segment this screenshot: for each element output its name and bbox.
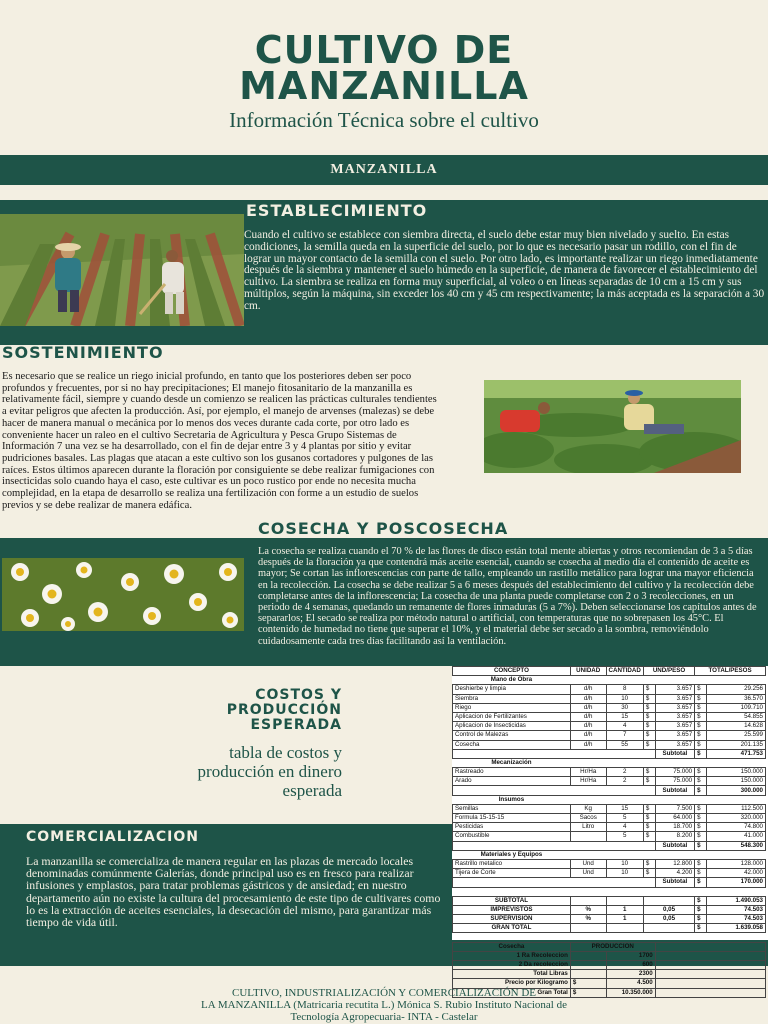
establecimiento-text: Cuando el cultivo se establece con siembra directa, el suelo debe estar muy bien nivelado y suelto. En estas condiciones, la semilla queda en la superficie del suelo, por lo que es necesario pasar un rodillo, con el fin de lograr un mayor contacto de la semilla con el suelo. Por otro lado, es importante realizar un riego inmediatamente después de la siembra y mantener el suelo húmedo en la superficie, de manera de favorecer el establecimiento del cultivo. La siembra se realiza en forma muy superficial, al voleo o en líneas separadas de 10 cm a 15 cm y sus múltiplos, según la máquina, sin exceder los 40 cm y 45 cm respectivamente; la más aceptada es la separación a 30 cm. [244, 229, 765, 312]
table-cell: UNIDAD [570, 667, 606, 676]
table-cell: 5 [606, 832, 643, 841]
table-cell [570, 758, 765, 767]
costos-heading [150, 688, 342, 733]
table-cell: 4.500 [606, 979, 655, 988]
table-row [453, 859, 766, 868]
table-row [453, 722, 766, 731]
table-cell [570, 951, 606, 960]
table-cell: $ [695, 777, 707, 786]
table-cell [570, 850, 765, 859]
table-cell [570, 924, 606, 933]
table-cell: d/h [570, 685, 606, 694]
table-cell: 128.000 [707, 859, 766, 868]
table-cell: 300.000 [707, 786, 766, 795]
cosecha-heading: COSECHA Y POSCOSECHA [258, 519, 509, 538]
comercializacion-text: La manzanilla se comercializa de manera regular en las plazas de mercado locales denominadas comúnmente Galerías, donde principal uso es en fresco para realizar infusiones y emplastos, para tratar problemas gástricos y de ansiedad; en nuestro departamento aún no existe la cultura del procesamiento de este tipo de cultivares como lo es la extracción de aceites esenciales, la desecación del mismo, para garantizar más tiempo de vida útil. [26, 854, 441, 930]
table-cell: 1 [606, 905, 643, 914]
footer-citation [0, 987, 768, 1023]
table-cell: 74.503 [707, 915, 766, 924]
table-cell [655, 942, 765, 951]
table-cell: Siembra [453, 694, 571, 703]
table-cell: $ [643, 777, 655, 786]
table-cell: 8 [606, 685, 643, 694]
table-cell: 15 [606, 804, 643, 813]
table-cell: 150.000 [707, 777, 766, 786]
table-cell: 3.657 [655, 731, 694, 740]
chamomile-flowers-photo [2, 558, 244, 631]
workers-crop-photo [484, 380, 741, 473]
table-cell: 18.700 [655, 823, 694, 832]
costos-heading-line-3: ESPERADA [250, 717, 342, 733]
table-cell: 0,05 [643, 915, 694, 924]
costos-desc-line-3: esperada [282, 781, 342, 800]
table-cell: $ [695, 712, 707, 721]
table-cell: 4 [606, 823, 643, 832]
table-cell: $ [695, 878, 707, 887]
table-cell: d/h [570, 722, 606, 731]
table-cell: 4.200 [655, 869, 694, 878]
table-row [453, 694, 766, 703]
table-cell: 10 [606, 859, 643, 868]
table-cell: $ [643, 814, 655, 823]
table-cell: Semillas [453, 804, 571, 813]
table-cell: 109.710 [707, 703, 766, 712]
table-cell: 75.000 [655, 777, 694, 786]
table-cell [570, 970, 606, 979]
table-cell: CANTIDAD [606, 667, 643, 676]
table-cell: Kg [570, 804, 606, 813]
table-cell: 55 [606, 740, 643, 749]
table-cell: Cosecha [453, 942, 571, 951]
table-row [453, 823, 766, 832]
production-row [453, 961, 766, 970]
table-cell: 75.000 [655, 768, 694, 777]
table-cell: $ [695, 804, 707, 813]
table-cell: 42.000 [707, 869, 766, 878]
table-cell: 64.000 [655, 814, 694, 823]
table-cell: % [570, 905, 606, 914]
table-cell: 3.657 [655, 694, 694, 703]
table-cell: Und [570, 869, 606, 878]
table-total-row [453, 924, 766, 933]
production-row [453, 970, 766, 979]
table-cell: 41.000 [707, 832, 766, 841]
table-cell [453, 749, 656, 758]
table-row [453, 740, 766, 749]
table-cell: Sacos [570, 814, 606, 823]
table-cell: $ [643, 832, 655, 841]
table-row [453, 712, 766, 721]
table-cell [606, 896, 643, 905]
costos-description [60, 743, 342, 800]
table-cell: Insumos [498, 795, 525, 803]
table-cell [570, 676, 765, 685]
table-cell: Rastrillo metalico [453, 859, 571, 868]
table-cell: 112.500 [707, 804, 766, 813]
table-subtotal-row [453, 749, 766, 758]
table-cell: CONCEPTO [453, 667, 571, 676]
table-cell: $ [643, 823, 655, 832]
table-cell: SUPERVISION [453, 915, 571, 924]
table-cell: Total Libras [453, 970, 571, 979]
table-cell: $ [570, 988, 606, 997]
table-cell: $ [643, 740, 655, 749]
table-section-row [453, 850, 766, 859]
table-cell: $ [643, 731, 655, 740]
table-cell: 3.657 [655, 740, 694, 749]
table-subtotal-row [453, 786, 766, 795]
table-cell: $ [695, 768, 707, 777]
table-cell: 1 [606, 915, 643, 924]
table-cell: d/h [570, 703, 606, 712]
table-cell: 2 [606, 768, 643, 777]
table-cell: Hr/Ha [570, 768, 606, 777]
table-cell: Rastreado [453, 768, 571, 777]
table-cell: 2300 [606, 970, 655, 979]
table-cell: 74.503 [707, 905, 766, 914]
sostenimiento-text: Es necesario que se realice un riego inicial profundo, en tanto que los posteriores deben ser poco profundos y frecuentes, por si no hay precipitaciones; El manejo fitosanitario de la manzanilla es relativamente fácil, siempre y cuando desde un comienzo se realicen las prácticas culturales tendientes a evitar peligros que afecten la producción. Así, por ejemplo, el manejo de arvenses (malezas) se debe hacer de manera manual o mecánica por lo menos dos veces durante cada corte, por otro lado es conveniente hacer un raleo en el cultivo Secretaria de Agricultura y Pesca Grupo Sistemas de Información 7 una vez se ha desarrollado, con el fin de dejar entre 3 y 4 plantas por sitio y evitar pudriciones basales. Las plagas que atacan a este cultivo son los gusanos cortadores y pulgones de las raíces. Estos últimos aparecen durante la floración por consiguiente se debe realizar fumigaciones con insecticidas solo cuando haya el caso, este cultivar es un poco rustico por ende no necesita mucha complejidad, en la etapa de desarrollo se realiza una fertilización con forme a un estudio de suelos previos y se debe realizar de manera edáfica. [2, 371, 437, 511]
table-cell: d/h [570, 712, 606, 721]
table-cell: $ [695, 896, 707, 905]
table-cell: $ [695, 740, 707, 749]
table-row [453, 869, 766, 878]
farmers-field-photo [0, 214, 244, 326]
footer-line-2: LA MANZANILLA (Matricaria recutita L.) Mónica S. Rubio Instituto Nacional de [201, 999, 567, 1011]
table-cell: $ [695, 814, 707, 823]
table-header-row [453, 667, 766, 676]
table-cell: 4 [606, 722, 643, 731]
table-cell: $ [695, 703, 707, 712]
table-cell [643, 924, 694, 933]
table-cell: UND/PESO [643, 667, 694, 676]
table-cell: Tijera de Corte [453, 869, 571, 878]
table-cell: $ [643, 694, 655, 703]
table-cell [570, 795, 765, 804]
table-cell: 3.657 [655, 712, 694, 721]
title-line-1: CULTIVO DE [254, 28, 514, 72]
table-cell: 0,05 [643, 905, 694, 914]
cost-table-panel [452, 666, 768, 996]
table-cell: Subtotal [655, 749, 694, 758]
table-cell [570, 896, 606, 905]
cost-table [452, 666, 766, 998]
table-cell: 3.657 [655, 722, 694, 731]
table-row [453, 777, 766, 786]
table-cell: 201.135 [707, 740, 766, 749]
table-cell: $ [695, 915, 707, 924]
table-subtotal-row [453, 878, 766, 887]
table-cell [453, 878, 656, 887]
table-cell: $ [695, 841, 707, 850]
table-cell: Aplicacion de Insecticidas [453, 722, 571, 731]
table-blank-row [453, 933, 766, 942]
table-cell: $ [695, 786, 707, 795]
table-cell: Und [570, 859, 606, 868]
table-cell: 10 [606, 694, 643, 703]
table-cell: d/h [570, 740, 606, 749]
table-row [453, 832, 766, 841]
table-cell: $ [695, 722, 707, 731]
table-cell: 170.000 [707, 878, 766, 887]
table-cell: $ [695, 694, 707, 703]
section-bar: MANZANILLA [0, 155, 768, 185]
table-cell: Subtotal [655, 878, 694, 887]
table-cell: $ [643, 804, 655, 813]
table-cell: 7.500 [655, 804, 694, 813]
table-cell: 600 [606, 961, 655, 970]
costos-heading-line-2: PRODUCCIÓN [226, 702, 342, 718]
table-section-row [453, 676, 766, 685]
table-cell: Riego [453, 703, 571, 712]
table-cell: 548.300 [707, 841, 766, 850]
table-cell: $ [643, 685, 655, 694]
table-cell: 3.657 [655, 685, 694, 694]
table-cell: Litro [570, 823, 606, 832]
table-cell [655, 970, 765, 979]
table-cell: 30 [606, 703, 643, 712]
table-cell: $ [695, 685, 707, 694]
table-cell: % [570, 915, 606, 924]
table-cell: 15 [606, 712, 643, 721]
costos-desc-line-2: producción en dinero [197, 762, 342, 781]
table-cell: PRODUCCION [570, 942, 655, 951]
table-cell: 150.000 [707, 768, 766, 777]
table-cell: Cosecha [453, 740, 571, 749]
table-cell [570, 832, 606, 841]
table-cell [453, 841, 656, 850]
table-cell: Pesticidas [453, 823, 571, 832]
table-cell: $ [695, 832, 707, 841]
table-cell: d/h [570, 731, 606, 740]
production-row [453, 951, 766, 960]
table-cell: 36.570 [707, 694, 766, 703]
table-cell [453, 933, 766, 942]
table-cell: 1.639.058 [707, 924, 766, 933]
table-row [453, 814, 766, 823]
table-blank-row [453, 887, 766, 896]
production-header-row [453, 942, 766, 951]
table-cell: Control de Malezas [453, 731, 571, 740]
table-cell: 25.599 [707, 731, 766, 740]
table-cell: Arado [453, 777, 571, 786]
table-section-row [453, 795, 766, 804]
title-line-2: MANZANILLA [239, 64, 529, 108]
table-cell: 74.800 [707, 823, 766, 832]
table-cell: Mano de Obra [490, 676, 533, 684]
table-cell: $ [643, 722, 655, 731]
table-cell [655, 961, 765, 970]
table-cell: 2 Da recoleccion [453, 961, 571, 970]
comercializacion-heading: COMERCIALIZACION [26, 829, 199, 845]
table-cell: 10.350.000 [606, 988, 655, 997]
table-section-row [453, 758, 766, 767]
table-cell: 8.200 [655, 832, 694, 841]
table-total-row [453, 915, 766, 924]
table-cell: $ [643, 768, 655, 777]
table-cell: $ [643, 869, 655, 878]
table-cell: 5 [606, 814, 643, 823]
table-cell [570, 961, 606, 970]
establecimiento-heading: ESTABLECIMIENTO [246, 201, 428, 220]
table-cell: Subtotal [655, 841, 694, 850]
table-cell: $ [695, 924, 707, 933]
table-cell: Deshierbe y limpia [453, 685, 571, 694]
table-row [453, 804, 766, 813]
table-total-row [453, 896, 766, 905]
footer-line-3: Tecnología Agropecuaria- INTA - Castelar [290, 1011, 478, 1023]
table-cell: $ [695, 731, 707, 740]
table-cell: Formula 15-15-15 [453, 814, 571, 823]
table-cell: Hr/Ha [570, 777, 606, 786]
table-cell: Aplicacion de Fertilizantes [453, 712, 571, 721]
table-cell: $ [695, 749, 707, 758]
table-row [453, 768, 766, 777]
table-cell: 12.800 [655, 859, 694, 868]
footer-line-1: CULTIVO, INDUSTRIALIZACIÓN Y COMERCIALIZACIÓN DE [231, 987, 536, 999]
table-cell [453, 887, 766, 896]
table-cell: $ [695, 905, 707, 914]
table-cell: TOTAL/PESOS [695, 667, 766, 676]
table-subtotal-row [453, 841, 766, 850]
table-cell [643, 896, 694, 905]
table-cell: $ [643, 703, 655, 712]
table-cell [655, 951, 765, 960]
table-cell: 471.753 [707, 749, 766, 758]
table-cell: Mecanización [491, 758, 532, 766]
table-row [453, 703, 766, 712]
table-cell: 14.628 [707, 722, 766, 731]
table-cell: $ [695, 859, 707, 868]
table-cell [453, 786, 656, 795]
table-cell: IMPREVISTOS [453, 905, 571, 914]
table-cell: 7 [606, 731, 643, 740]
table-cell: $ [643, 712, 655, 721]
table-cell: Gran Total [453, 988, 571, 997]
table-cell: Subtotal [655, 786, 694, 795]
page-subtitle: Información Técnica sobre el cultivo [229, 108, 539, 132]
costos-heading-line-1: COSTOS Y [255, 687, 342, 703]
sostenimiento-heading: SOSTENIMIENTO [2, 343, 164, 362]
table-cell: Precio por Kilogramo [453, 979, 571, 988]
table-row [453, 685, 766, 694]
table-cell: SUBTOTAL [453, 896, 571, 905]
table-cell: GRAN TOTAL [453, 924, 571, 933]
table-cell: 320.000 [707, 814, 766, 823]
table-cell: 2 [606, 777, 643, 786]
table-cell: $ [695, 869, 707, 878]
table-cell: 1700 [606, 951, 655, 960]
table-cell: 1 Ra Recoleccion [453, 951, 571, 960]
table-total-row [453, 905, 766, 914]
table-cell: Combustible [453, 832, 571, 841]
table-cell: d/h [570, 694, 606, 703]
table-cell: $ [695, 823, 707, 832]
page-title [0, 28, 768, 108]
table-cell: 54.855 [707, 712, 766, 721]
table-cell: 3.657 [655, 703, 694, 712]
table-cell: 29.256 [707, 685, 766, 694]
cosecha-text: La cosecha se realiza cuando el 70 % de las flores de disco están total mente abiertas y otros recomiendan de 3 a 5 días después de la floración ya que contendrá más aceite esencial, cuando se cosecha al medio día el contenido de aceite es mayor; Se cortan las inflorescencias con parte de tallo, empleando un rastillo metálico para lograr una mayor eficiencia en la recolección. La cosecha se debe realizar 5 a 6 meses después del establecimiento del cultivo y la recolección debe completarse antes de la inflorescencia; La cosecha de una planta puede completarse con 2 o 3 recolecciones, en un periodo de 4 semanas, quedando un remanente de flores inmaduras (5 a 7%). Deben seleccionarse los capítulos antes de separarlos; El secado se realiza por método natural o artificial, con temperaturas que no sobrepasen los 45°C. El contenido de humedad no tiene que superar el 10%, y el material debe ser secado a la sombra, removiéndolo cuidadosamente cada tres días facilitando así la ventilación. [258, 546, 757, 647]
table-cell: Materiales y Equipos [480, 850, 543, 858]
table-cell: 1.490.053 [707, 896, 766, 905]
table-cell: $ [643, 859, 655, 868]
table-cell [606, 924, 643, 933]
table-cell: 10 [606, 869, 643, 878]
table-cell: $ [570, 979, 606, 988]
table-row [453, 731, 766, 740]
costos-desc-line-1: tabla de costos y [229, 743, 342, 762]
